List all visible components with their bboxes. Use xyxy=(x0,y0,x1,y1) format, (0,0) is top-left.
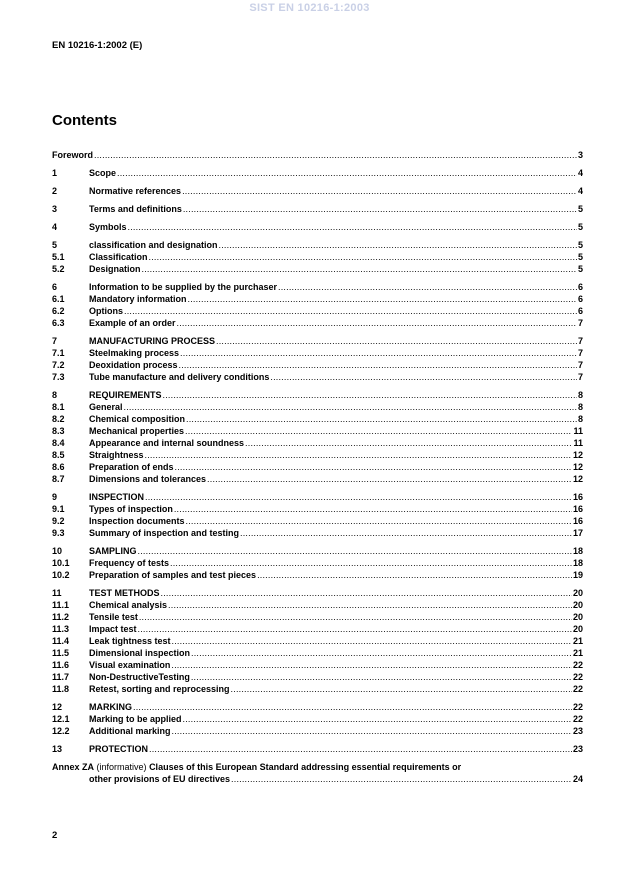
toc-entry-page: 18 xyxy=(572,558,583,568)
toc-entry-number: 11.5 xyxy=(52,648,70,658)
toc-entry-page: 5 xyxy=(577,252,583,262)
toc-entry-number: 9.1 xyxy=(52,504,65,514)
toc-entry-number: 12.2 xyxy=(52,726,70,736)
toc-entry[interactable] xyxy=(52,587,583,599)
toc-entry-title: Types of inspection xyxy=(89,504,173,514)
toc-leader-dots xyxy=(145,449,572,461)
toc-entry-page: 23 xyxy=(572,744,583,754)
toc-entry[interactable] xyxy=(52,305,583,317)
toc-entry-page: 5 xyxy=(577,222,583,232)
toc-leader-dots xyxy=(145,491,572,503)
toc-entry-number: 11.4 xyxy=(52,636,70,646)
toc-entry-page: 7 xyxy=(577,372,583,382)
toc-entry[interactable] xyxy=(52,491,583,503)
toc-leader-dots xyxy=(124,401,577,413)
toc-leader-dots xyxy=(219,239,577,251)
toc-entry[interactable] xyxy=(52,437,583,449)
toc-leader-dots xyxy=(161,587,572,599)
toc-leader-dots xyxy=(231,773,572,785)
toc-entry[interactable] xyxy=(52,425,583,437)
contents-title: Contents xyxy=(52,112,117,129)
toc-entry-number: 11 xyxy=(52,588,62,598)
toc-leader-dots xyxy=(186,515,572,527)
toc-entry-title: Information to be supplied by the purchaser xyxy=(89,282,278,292)
toc-leader-dots xyxy=(185,425,572,437)
toc-entry-page: 6 xyxy=(577,306,583,316)
toc-entry-number: 8.2 xyxy=(52,414,65,424)
toc-entry-number: 11.1 xyxy=(52,600,70,610)
toc-leader-dots xyxy=(231,683,572,695)
toc-entry-page: 20 xyxy=(572,612,583,622)
toc-entry-page: 12 xyxy=(572,462,583,472)
toc-leader-dots xyxy=(138,545,572,557)
toc-entry[interactable] xyxy=(52,389,583,401)
toc-entry-page: 6 xyxy=(577,294,583,304)
toc-entry-title: Appearance and internal soundness xyxy=(89,438,245,448)
toc-entry-number: 13 xyxy=(52,744,63,754)
toc-entry-number: 10.2 xyxy=(52,570,70,580)
toc-entry-number: 5.1 xyxy=(52,252,65,262)
toc-entry-number: 8.1 xyxy=(52,402,65,412)
toc-entry-title: Dimensions and tolerances xyxy=(89,474,207,484)
toc-leader-dots xyxy=(270,371,577,383)
toc-entry-number: 8 xyxy=(52,390,58,400)
toc-entry[interactable] xyxy=(52,359,583,371)
toc-leader-dots xyxy=(128,221,577,233)
toc-leader-dots xyxy=(117,167,577,179)
toc-entry-title: REQUIREMENTS xyxy=(89,390,162,400)
toc-leader-dots xyxy=(240,527,572,539)
toc-entry-page: 22 xyxy=(572,684,583,694)
toc-entry-number: 12.1 xyxy=(52,714,70,724)
toc-entry-page: 22 xyxy=(572,672,583,682)
toc-entry[interactable] xyxy=(52,251,583,263)
toc-entry-number: 10 xyxy=(52,546,63,556)
toc-leader-dots xyxy=(175,461,572,473)
toc-entry-number: 8.5 xyxy=(52,450,65,460)
toc-entry-title: Additional marking xyxy=(89,726,171,736)
toc-entry-number: 11.2 xyxy=(52,612,70,622)
toc-entry-page: 3 xyxy=(577,150,583,160)
toc-entry[interactable] xyxy=(52,371,583,383)
toc-entry-title: Mechanical properties xyxy=(89,426,185,436)
toc-leader-dots xyxy=(179,359,577,371)
toc-entry-title: Designation xyxy=(89,264,141,274)
toc-entry-title: Preparation of ends xyxy=(89,462,174,472)
toc-entry-page: 8 xyxy=(577,414,583,424)
toc-entry-number: 8.6 xyxy=(52,462,65,472)
toc-leader-dots xyxy=(138,623,572,635)
toc-entry-title: Mandatory information xyxy=(89,294,187,304)
toc-entry-title: Options xyxy=(89,306,123,316)
toc-entry-page: 22 xyxy=(572,660,583,670)
toc-entry[interactable] xyxy=(52,401,583,413)
toc-entry-title: SAMPLING xyxy=(89,546,137,556)
toc-leader-dots xyxy=(149,251,577,263)
toc-leader-dots xyxy=(183,713,572,725)
toc-entry[interactable] xyxy=(52,203,583,215)
table-of-contents xyxy=(52,149,583,785)
toc-entry[interactable] xyxy=(52,659,583,671)
toc-entry-title: Scope xyxy=(89,168,117,178)
annex-entry[interactable] xyxy=(52,761,583,773)
toc-entry-number: 6.1 xyxy=(52,294,65,304)
toc-entry-number: 12 xyxy=(52,702,63,712)
toc-entry-number: 11.6 xyxy=(52,660,70,670)
toc-entry[interactable] xyxy=(52,647,583,659)
toc-entry-page: 12 xyxy=(572,474,583,484)
toc-leader-dots xyxy=(172,725,572,737)
toc-leader-dots xyxy=(124,305,577,317)
toc-entry[interactable] xyxy=(52,293,583,305)
toc-entry[interactable] xyxy=(52,515,583,527)
annex-title-line1: Clauses of this European Standard addressing essential requirements or xyxy=(149,762,462,772)
toc-entry-number: 1 xyxy=(52,168,58,178)
annex-label: Annex ZA xyxy=(52,762,95,772)
toc-entry-page: 11 xyxy=(573,426,583,436)
toc-leader-dots xyxy=(170,557,572,569)
toc-leader-dots xyxy=(174,503,572,515)
toc-entry-page: 18 xyxy=(572,546,583,556)
toc-entry-number: 8.4 xyxy=(52,438,65,448)
toc-entry-title: Frequency of tests xyxy=(89,558,170,568)
toc-entry-title: Tensile test xyxy=(89,612,138,622)
toc-entry-title: General xyxy=(89,402,123,412)
toc-leader-dots xyxy=(142,263,577,275)
toc-entry-number: 9.3 xyxy=(52,528,65,538)
toc-entry[interactable] xyxy=(52,263,583,275)
toc-entry[interactable] xyxy=(52,149,583,161)
toc-entry[interactable] xyxy=(52,701,583,713)
toc-entry-title: classification and designation xyxy=(89,240,218,250)
toc-leader-dots xyxy=(188,293,577,305)
toc-leader-dots xyxy=(168,599,572,611)
toc-entry-number: 6.2 xyxy=(52,306,65,316)
toc-entry-number: 6.3 xyxy=(52,318,65,328)
toc-entry[interactable] xyxy=(52,623,583,635)
toc-leader-dots xyxy=(94,149,577,161)
toc-entry-page: 16 xyxy=(572,492,583,502)
toc-entry-page: 16 xyxy=(572,516,583,526)
toc-leader-dots xyxy=(133,701,572,713)
toc-entry[interactable] xyxy=(52,557,583,569)
toc-leader-dots xyxy=(191,647,572,659)
toc-entry-page: 5 xyxy=(577,204,583,214)
toc-entry-number: 3 xyxy=(52,204,58,214)
toc-entry-page: 5 xyxy=(577,240,583,250)
toc-entry-number: 9 xyxy=(52,492,58,502)
toc-entry-title: INSPECTION xyxy=(89,492,145,502)
toc-entry-page: 7 xyxy=(577,360,583,370)
toc-entry[interactable] xyxy=(52,473,583,485)
toc-entry[interactable] xyxy=(52,635,583,647)
toc-entry-number: 4 xyxy=(52,222,58,232)
toc-entry[interactable] xyxy=(52,281,583,293)
toc-entry-number: 8.7 xyxy=(52,474,65,484)
toc-entry-title: Deoxidation process xyxy=(89,360,178,370)
toc-entry[interactable] xyxy=(52,527,583,539)
toc-entry-title: Straightness xyxy=(89,450,144,460)
toc-entry-page: 21 xyxy=(572,636,583,646)
annex-entry-line2[interactable] xyxy=(52,773,583,785)
toc-entry-title: Chemical composition xyxy=(89,414,186,424)
toc-entry-page: 5 xyxy=(577,264,583,274)
toc-leader-dots xyxy=(216,335,577,347)
toc-entry-number: 10.1 xyxy=(52,558,70,568)
toc-entry-number: 7.1 xyxy=(52,348,65,358)
toc-entry-title: Normative references xyxy=(89,186,182,196)
toc-leader-dots xyxy=(278,281,577,293)
toc-entry-title: Terms and definitions xyxy=(89,204,182,214)
toc-entry-number: 11.7 xyxy=(52,672,70,682)
watermark: SIST EN 10216-1:2003 xyxy=(249,2,370,14)
page-number: 2 xyxy=(52,830,58,841)
toc-leader-dots xyxy=(180,347,577,359)
toc-entry[interactable] xyxy=(52,683,583,695)
toc-leader-dots xyxy=(182,185,577,197)
toc-entry-page: 22 xyxy=(572,714,583,724)
toc-leader-dots xyxy=(186,413,577,425)
toc-entry-title: Inspection documents xyxy=(89,516,185,526)
document-id: EN 10216-1:2002 (E) xyxy=(52,40,143,51)
toc-entry-number: 6 xyxy=(52,282,58,292)
toc-entry[interactable] xyxy=(52,569,583,581)
toc-entry-number: 5.2 xyxy=(52,264,65,274)
toc-entry[interactable] xyxy=(52,611,583,623)
toc-entry-page: 8 xyxy=(577,402,583,412)
toc-entry[interactable] xyxy=(52,671,583,683)
toc-entry-page: 21 xyxy=(572,648,583,658)
toc-entry-title: Visual examination xyxy=(89,660,171,670)
toc-entry-page: 7 xyxy=(577,348,583,358)
toc-entry-title: Foreword xyxy=(52,150,94,160)
toc-entry-title: PROTECTION xyxy=(89,744,149,754)
toc-entry-page: 12 xyxy=(572,450,583,460)
toc-entry-title: MARKING xyxy=(89,702,132,712)
toc-entry[interactable] xyxy=(52,545,583,557)
toc-entry[interactable] xyxy=(52,503,583,515)
toc-entry-title: Impact test xyxy=(89,624,137,634)
toc-entry-title: TEST METHODS xyxy=(89,588,160,598)
toc-leader-dots xyxy=(177,317,577,329)
toc-entry-page: 11 xyxy=(573,438,583,448)
toc-entry-page: 17 xyxy=(572,528,583,538)
toc-entry[interactable] xyxy=(52,317,583,329)
toc-leader-dots xyxy=(171,659,572,671)
toc-entry[interactable] xyxy=(52,449,583,461)
toc-entry-title: MANUFACTURING PROCESS xyxy=(89,336,216,346)
toc-entry-number: 7.3 xyxy=(52,372,65,382)
toc-leader-dots xyxy=(183,203,577,215)
toc-entry-page: 23 xyxy=(572,726,583,736)
toc-entry[interactable] xyxy=(52,599,583,611)
toc-entry-page: 19 xyxy=(572,570,583,580)
toc-entry-number: 9.2 xyxy=(52,516,65,526)
toc-entry-number: 2 xyxy=(52,186,58,196)
toc-entry-page: 4 xyxy=(577,186,583,196)
toc-entry-title: Retest, sorting and reprocessing xyxy=(89,684,230,694)
toc-entry-title: Symbols xyxy=(89,222,127,232)
toc-entry-page: 20 xyxy=(572,600,583,610)
toc-entry[interactable] xyxy=(52,221,583,233)
toc-entry[interactable] xyxy=(52,713,583,725)
toc-entry[interactable] xyxy=(52,347,583,359)
toc-entry-number: 7.2 xyxy=(52,360,65,370)
toc-entry-title: Leak tightness test xyxy=(89,636,171,646)
toc-entry[interactable] xyxy=(52,725,583,737)
toc-leader-dots xyxy=(172,635,572,647)
toc-entry-number: 8.3 xyxy=(52,426,65,436)
toc-entry-number: 11.8 xyxy=(52,684,70,694)
toc-entry-title: Classification xyxy=(89,252,148,262)
toc-entry-title: Tube manufacture and delivery conditions xyxy=(89,372,270,382)
annex-title-line2: other provisions of EU directives xyxy=(89,774,231,784)
toc-entry-page: 4 xyxy=(577,168,583,178)
toc-entry-page: 22 xyxy=(572,702,583,712)
toc-entry-title: Marking to be applied xyxy=(89,714,182,724)
toc-entry-page: 8 xyxy=(577,390,583,400)
toc-entry[interactable] xyxy=(52,335,583,347)
annex-page: 24 xyxy=(572,774,583,784)
toc-entry-page: 7 xyxy=(577,318,583,328)
toc-entry-title: Preparation of samples and test pieces xyxy=(89,570,257,580)
toc-entry-title: Dimensional inspection xyxy=(89,648,191,658)
toc-entry-title: Chemical analysis xyxy=(89,600,168,610)
toc-entry[interactable] xyxy=(52,743,583,755)
toc-entry-number: 5 xyxy=(52,240,58,250)
toc-entry-page: 7 xyxy=(577,336,583,346)
toc-entry[interactable] xyxy=(52,167,583,179)
toc-entry[interactable] xyxy=(52,461,583,473)
toc-leader-dots xyxy=(257,569,572,581)
toc-leader-dots xyxy=(191,671,572,683)
toc-leader-dots xyxy=(149,743,572,755)
toc-leader-dots xyxy=(245,437,572,449)
toc-entry-title: Example of an order xyxy=(89,318,176,328)
toc-entry-title: Summary of inspection and testing xyxy=(89,528,240,538)
toc-leader-dots xyxy=(207,473,572,485)
toc-entry-title: Non-DestructiveTesting xyxy=(89,672,190,682)
toc-leader-dots xyxy=(139,611,572,623)
toc-entry-page: 6 xyxy=(577,282,583,292)
toc-entry[interactable] xyxy=(52,185,583,197)
toc-entry[interactable] xyxy=(52,239,583,251)
toc-entry-title: Steelmaking process xyxy=(89,348,180,358)
toc-entry-page: 20 xyxy=(572,624,583,634)
annex-informative: (informative) xyxy=(96,762,147,772)
toc-leader-dots xyxy=(163,389,577,401)
toc-entry-page: 20 xyxy=(572,588,583,598)
toc-entry-number: 7 xyxy=(52,336,58,346)
toc-entry-number: 11.3 xyxy=(52,624,70,634)
toc-entry-page: 16 xyxy=(572,504,583,514)
toc-entry[interactable] xyxy=(52,413,583,425)
